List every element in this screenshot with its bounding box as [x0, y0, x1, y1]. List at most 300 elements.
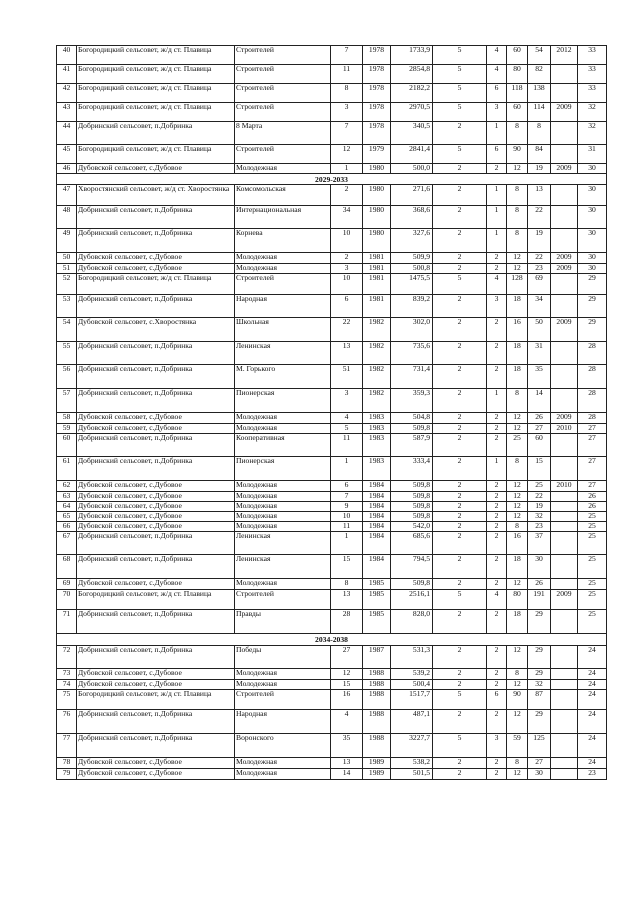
entrances-cell: 2 [487, 253, 507, 264]
area-cell: 531,3 [391, 646, 433, 669]
street-cell: Строителей [235, 65, 331, 84]
apartments-cell: 12 [507, 769, 528, 780]
street-cell: Молодежная [235, 253, 331, 264]
repair-year-cell [551, 610, 578, 634]
repair-year-cell [551, 532, 578, 555]
row-number-cell: 66 [57, 522, 77, 532]
apartments-cell: 8 [507, 522, 528, 532]
settlement-cell: Добринский сельсовет, п.Добринка [77, 206, 235, 229]
table-row [57, 274, 607, 295]
house-number-cell: 22 [331, 318, 363, 342]
row-number-cell: 52 [57, 274, 77, 295]
table-row [57, 185, 607, 206]
row-number-cell: 48 [57, 206, 77, 229]
house-number-cell: 1 [331, 532, 363, 555]
repair-year-cell [551, 206, 578, 229]
settlement-cell: Дубовской сельсовет, с.Дубовое [77, 522, 235, 532]
repair-year-cell [551, 492, 578, 502]
street-cell: Корнева [235, 229, 331, 253]
street-cell: Молодежная [235, 264, 331, 274]
row-number-cell: 67 [57, 532, 77, 555]
street-cell: Молодежная [235, 669, 331, 680]
table-row [57, 492, 607, 502]
residents-cell: 191 [528, 590, 551, 610]
house-number-cell: 11 [331, 522, 363, 532]
floors-cell: 2 [433, 646, 487, 669]
entrances-cell: 6 [487, 690, 507, 710]
settlement-cell: Добринский сельсовет, п.Добринка [77, 122, 235, 145]
wear-percent-cell: 29 [578, 318, 607, 342]
year-built-cell: 1985 [363, 579, 391, 590]
house-number-cell: 6 [331, 481, 363, 492]
wear-percent-cell: 29 [578, 274, 607, 295]
entrances-cell: 1 [487, 185, 507, 206]
entrances-cell: 2 [487, 318, 507, 342]
table-row [57, 413, 607, 424]
entrances-cell: 2 [487, 758, 507, 769]
residents-cell: 37 [528, 532, 551, 555]
document-page [56, 45, 606, 780]
table-row [57, 103, 607, 122]
settlement-cell: Дубовской сельсовет, с.Дубовое [77, 413, 235, 424]
area-cell: 509,8 [391, 512, 433, 522]
wear-percent-cell: 30 [578, 229, 607, 253]
entrances-cell: 2 [487, 532, 507, 555]
row-number-cell: 58 [57, 413, 77, 424]
wear-percent-cell: 24 [578, 646, 607, 669]
table-row [57, 769, 607, 780]
table-row [57, 502, 607, 512]
apartments-cell: 18 [507, 365, 528, 389]
year-built-cell: 1978 [363, 84, 391, 103]
residents-cell: 114 [528, 103, 551, 122]
settlement-cell: Добринский сельсовет, п.Добринка [77, 734, 235, 758]
repair-year-cell [551, 769, 578, 780]
street-cell: Интернациональная [235, 206, 331, 229]
apartments-cell: 60 [507, 46, 528, 65]
year-built-cell: 1985 [363, 610, 391, 634]
street-cell: Кооперативная [235, 434, 331, 457]
entrances-cell: 6 [487, 145, 507, 164]
wear-percent-cell: 27 [578, 457, 607, 481]
wear-percent-cell: 32 [578, 103, 607, 122]
entrances-cell: 2 [487, 502, 507, 512]
year-built-cell: 1982 [363, 318, 391, 342]
settlement-cell: Дубовской сельсовет, с.Дубовое [77, 769, 235, 780]
entrances-cell: 2 [487, 264, 507, 274]
settlement-cell: Добринский сельсовет, п.Добринка [77, 295, 235, 318]
wear-percent-cell: 30 [578, 164, 607, 174]
repair-year-cell: 2009 [551, 103, 578, 122]
street-cell: Победы [235, 646, 331, 669]
repair-year-cell [551, 555, 578, 579]
wear-percent-cell: 30 [578, 253, 607, 264]
year-built-cell: 1984 [363, 481, 391, 492]
house-number-cell: 1 [331, 164, 363, 174]
street-cell: Молодежная [235, 758, 331, 769]
entrances-cell: 2 [487, 680, 507, 690]
house-number-cell: 34 [331, 206, 363, 229]
table-row [57, 342, 607, 365]
residents-cell: 25 [528, 481, 551, 492]
area-cell: 539,2 [391, 669, 433, 680]
settlement-cell: Дубовской сельсовет, с.Дубовое [77, 579, 235, 590]
floors-cell: 2 [433, 532, 487, 555]
house-number-cell: 7 [331, 46, 363, 65]
apartments-cell: 12 [507, 481, 528, 492]
apartments-cell: 12 [507, 680, 528, 690]
row-number-cell: 74 [57, 680, 77, 690]
apartments-cell: 8 [507, 758, 528, 769]
street-cell: Молодежная [235, 492, 331, 502]
apartments-cell: 8 [507, 185, 528, 206]
wear-percent-cell: 30 [578, 206, 607, 229]
period-header-row [57, 174, 607, 185]
wear-percent-cell: 24 [578, 710, 607, 734]
settlement-cell: Богородицкий сельсовет, ж/д ст. Плавица [77, 690, 235, 710]
street-cell: Народная [235, 295, 331, 318]
floors-cell: 5 [433, 103, 487, 122]
wear-percent-cell: 28 [578, 413, 607, 424]
floors-cell: 2 [433, 555, 487, 579]
table-row [57, 555, 607, 579]
street-cell: Пионерская [235, 457, 331, 481]
settlement-cell: Дубовской сельсовет, с.Дубовое [77, 669, 235, 680]
house-number-cell: 3 [331, 264, 363, 274]
row-number-cell: 65 [57, 512, 77, 522]
table-row [57, 264, 607, 274]
street-cell: Молодежная [235, 164, 331, 174]
house-number-cell: 2 [331, 253, 363, 264]
wear-percent-cell: 27 [578, 481, 607, 492]
table-row [57, 389, 607, 413]
table-row [57, 145, 607, 164]
settlement-cell: Добринский сельсовет, п.Добринка [77, 365, 235, 389]
wear-percent-cell: 25 [578, 579, 607, 590]
house-number-cell: 13 [331, 342, 363, 365]
entrances-cell: 2 [487, 365, 507, 389]
area-cell: 1517,7 [391, 690, 433, 710]
house-number-cell: 27 [331, 646, 363, 669]
year-built-cell: 1984 [363, 555, 391, 579]
street-cell: М. Горького [235, 365, 331, 389]
street-cell: Строителей [235, 46, 331, 65]
floors-cell: 2 [433, 434, 487, 457]
apartments-cell: 90 [507, 690, 528, 710]
settlement-cell: Богородицкий сельсовет, ж/д ст. Плавица [77, 46, 235, 65]
entrances-cell: 6 [487, 84, 507, 103]
table-row [57, 65, 607, 84]
year-built-cell: 1978 [363, 103, 391, 122]
street-cell: Строителей [235, 274, 331, 295]
table-row [57, 206, 607, 229]
area-cell: 500,8 [391, 264, 433, 274]
table-row [57, 424, 607, 434]
entrances-cell: 2 [487, 492, 507, 502]
settlement-cell: Добринский сельсовет, п.Добринка [77, 710, 235, 734]
year-built-cell: 1983 [363, 413, 391, 424]
street-cell: Ленинская [235, 342, 331, 365]
floors-cell: 2 [433, 206, 487, 229]
street-cell: Молодежная [235, 413, 331, 424]
repair-year-cell: 2010 [551, 424, 578, 434]
house-number-cell: 7 [331, 492, 363, 502]
housing-table [56, 45, 607, 780]
apartments-cell: 12 [507, 164, 528, 174]
floors-cell: 2 [433, 512, 487, 522]
wear-percent-cell: 25 [578, 522, 607, 532]
row-number-cell: 53 [57, 295, 77, 318]
repair-year-cell [551, 84, 578, 103]
wear-percent-cell: 30 [578, 185, 607, 206]
floors-cell: 5 [433, 46, 487, 65]
residents-cell: 19 [528, 164, 551, 174]
wear-percent-cell: 26 [578, 502, 607, 512]
floors-cell: 5 [433, 274, 487, 295]
repair-year-cell: 2009 [551, 413, 578, 424]
entrances-cell: 1 [487, 457, 507, 481]
house-number-cell: 12 [331, 669, 363, 680]
house-number-cell: 35 [331, 734, 363, 758]
apartments-cell: 12 [507, 579, 528, 590]
street-cell: Строителей [235, 590, 331, 610]
entrances-cell: 2 [487, 646, 507, 669]
street-cell: Строителей [235, 103, 331, 122]
settlement-cell: Богородицкий сельсовет, ж/д ст. Плавица [77, 145, 235, 164]
year-built-cell: 1981 [363, 264, 391, 274]
residents-cell: 84 [528, 145, 551, 164]
apartments-cell: 8 [507, 669, 528, 680]
row-number-cell: 68 [57, 555, 77, 579]
table-row [57, 164, 607, 174]
entrances-cell: 1 [487, 389, 507, 413]
area-cell: 839,2 [391, 295, 433, 318]
table-row [57, 758, 607, 769]
repair-year-cell [551, 522, 578, 532]
year-built-cell: 1981 [363, 274, 391, 295]
residents-cell: 22 [528, 253, 551, 264]
floors-cell: 2 [433, 185, 487, 206]
year-built-cell: 1982 [363, 389, 391, 413]
year-built-cell: 1988 [363, 734, 391, 758]
repair-year-cell [551, 295, 578, 318]
settlement-cell: Дубовской сельсовет, с.Дубовое [77, 512, 235, 522]
row-number-cell: 76 [57, 710, 77, 734]
table-row [57, 46, 607, 65]
apartments-cell: 80 [507, 590, 528, 610]
settlement-cell: Дубовской сельсовет, с.Дубовое [77, 253, 235, 264]
apartments-cell: 18 [507, 610, 528, 634]
row-number-cell: 64 [57, 502, 77, 512]
house-number-cell: 13 [331, 758, 363, 769]
entrances-cell: 4 [487, 46, 507, 65]
floors-cell: 2 [433, 342, 487, 365]
area-cell: 509,9 [391, 253, 433, 264]
apartments-cell: 12 [507, 710, 528, 734]
repair-year-cell [551, 690, 578, 710]
repair-year-cell [551, 680, 578, 690]
residents-cell: 60 [528, 434, 551, 457]
area-cell: 509,8 [391, 502, 433, 512]
year-built-cell: 1984 [363, 522, 391, 532]
street-cell: Ленинская [235, 532, 331, 555]
house-number-cell: 5 [331, 424, 363, 434]
street-cell: Молодежная [235, 502, 331, 512]
house-number-cell: 3 [331, 103, 363, 122]
floors-cell: 5 [433, 734, 487, 758]
row-number-cell: 73 [57, 669, 77, 680]
apartments-cell: 12 [507, 512, 528, 522]
residents-cell: 29 [528, 669, 551, 680]
wear-percent-cell: 23 [578, 769, 607, 780]
entrances-cell: 2 [487, 424, 507, 434]
wear-percent-cell: 33 [578, 46, 607, 65]
table-row [57, 532, 607, 555]
area-cell: 735,6 [391, 342, 433, 365]
repair-year-cell: 2009 [551, 264, 578, 274]
year-built-cell: 1988 [363, 680, 391, 690]
repair-year-cell [551, 342, 578, 365]
house-number-cell: 14 [331, 769, 363, 780]
year-built-cell: 1980 [363, 185, 391, 206]
repair-year-cell [551, 646, 578, 669]
street-cell: Правды [235, 610, 331, 634]
apartments-cell: 12 [507, 424, 528, 434]
row-number-cell: 60 [57, 434, 77, 457]
period-header-row [57, 634, 607, 646]
row-number-cell: 59 [57, 424, 77, 434]
house-number-cell: 11 [331, 434, 363, 457]
repair-year-cell [551, 512, 578, 522]
wear-percent-cell: 27 [578, 434, 607, 457]
table-row [57, 365, 607, 389]
apartments-cell: 12 [507, 264, 528, 274]
floors-cell: 2 [433, 365, 487, 389]
entrances-cell: 2 [487, 769, 507, 780]
residents-cell: 26 [528, 413, 551, 424]
street-cell: Молодежная [235, 512, 331, 522]
apartments-cell: 25 [507, 434, 528, 457]
residents-cell: 15 [528, 457, 551, 481]
area-cell: 1475,5 [391, 274, 433, 295]
apartments-cell: 8 [507, 229, 528, 253]
row-number-cell: 71 [57, 610, 77, 634]
apartments-cell: 12 [507, 646, 528, 669]
repair-year-cell: 2009 [551, 253, 578, 264]
floors-cell: 5 [433, 590, 487, 610]
residents-cell: 19 [528, 502, 551, 512]
floors-cell: 2 [433, 264, 487, 274]
repair-year-cell [551, 734, 578, 758]
house-number-cell: 9 [331, 502, 363, 512]
repair-year-cell [551, 758, 578, 769]
house-number-cell: 1 [331, 457, 363, 481]
floors-cell: 2 [433, 710, 487, 734]
entrances-cell: 2 [487, 413, 507, 424]
entrances-cell: 3 [487, 295, 507, 318]
settlement-cell: Богородицкий сельсовет, ж/д ст. Плавица [77, 590, 235, 610]
row-number-cell: 63 [57, 492, 77, 502]
floors-cell: 2 [433, 522, 487, 532]
apartments-cell: 8 [507, 457, 528, 481]
floors-cell: 2 [433, 758, 487, 769]
entrances-cell: 2 [487, 164, 507, 174]
settlement-cell: Добринский сельсовет, п.Добринка [77, 646, 235, 669]
wear-percent-cell: 26 [578, 492, 607, 502]
settlement-cell: Добринский сельсовет, п.Добринка [77, 342, 235, 365]
area-cell: 2182,2 [391, 84, 433, 103]
settlement-cell: Дубовской сельсовет, с.Дубовое [77, 481, 235, 492]
row-number-cell: 49 [57, 229, 77, 253]
repair-year-cell [551, 502, 578, 512]
wear-percent-cell: 28 [578, 365, 607, 389]
wear-percent-cell: 31 [578, 145, 607, 164]
street-cell: Молодежная [235, 481, 331, 492]
area-cell: 500,4 [391, 680, 433, 690]
year-built-cell: 1984 [363, 502, 391, 512]
residents-cell: 138 [528, 84, 551, 103]
year-built-cell: 1988 [363, 669, 391, 680]
repair-year-cell: 2009 [551, 164, 578, 174]
area-cell: 501,5 [391, 769, 433, 780]
row-number-cell: 56 [57, 365, 77, 389]
apartments-cell: 90 [507, 145, 528, 164]
apartments-cell: 80 [507, 65, 528, 84]
street-cell: Комсомольская [235, 185, 331, 206]
year-built-cell: 1984 [363, 532, 391, 555]
house-number-cell: 7 [331, 122, 363, 145]
entrances-cell: 2 [487, 710, 507, 734]
row-number-cell: 79 [57, 769, 77, 780]
floors-cell: 2 [433, 295, 487, 318]
apartments-cell: 12 [507, 253, 528, 264]
area-cell: 1733,9 [391, 46, 433, 65]
apartments-cell: 16 [507, 318, 528, 342]
area-cell: 509,8 [391, 579, 433, 590]
row-number-cell: 45 [57, 145, 77, 164]
apartments-cell: 60 [507, 103, 528, 122]
repair-year-cell [551, 229, 578, 253]
residents-cell: 26 [528, 579, 551, 590]
residents-cell: 32 [528, 512, 551, 522]
repair-year-cell [551, 145, 578, 164]
floors-cell: 2 [433, 457, 487, 481]
entrances-cell: 3 [487, 734, 507, 758]
house-number-cell: 15 [331, 555, 363, 579]
settlement-cell: Богородицкий сельсовет, ж/д ст. Плавица [77, 274, 235, 295]
floors-cell: 2 [433, 318, 487, 342]
area-cell: 359,3 [391, 389, 433, 413]
floors-cell: 2 [433, 669, 487, 680]
house-number-cell: 10 [331, 229, 363, 253]
street-cell: Народная [235, 710, 331, 734]
entrances-cell: 1 [487, 229, 507, 253]
area-cell: 2841,4 [391, 145, 433, 164]
floors-cell: 5 [433, 84, 487, 103]
wear-percent-cell: 24 [578, 734, 607, 758]
repair-year-cell: 2012 [551, 46, 578, 65]
entrances-cell: 2 [487, 610, 507, 634]
street-cell: Воронского [235, 734, 331, 758]
area-cell: 500,0 [391, 164, 433, 174]
settlement-cell: Дубовской сельсовет, с.Дубовое [77, 492, 235, 502]
house-number-cell: 13 [331, 590, 363, 610]
settlement-cell: Дубовской сельсовет, с.Дубовое [77, 164, 235, 174]
house-number-cell: 4 [331, 710, 363, 734]
settlement-cell: Добринский сельсовет, п.Добринка [77, 434, 235, 457]
wear-percent-cell: 29 [578, 295, 607, 318]
repair-year-cell [551, 579, 578, 590]
